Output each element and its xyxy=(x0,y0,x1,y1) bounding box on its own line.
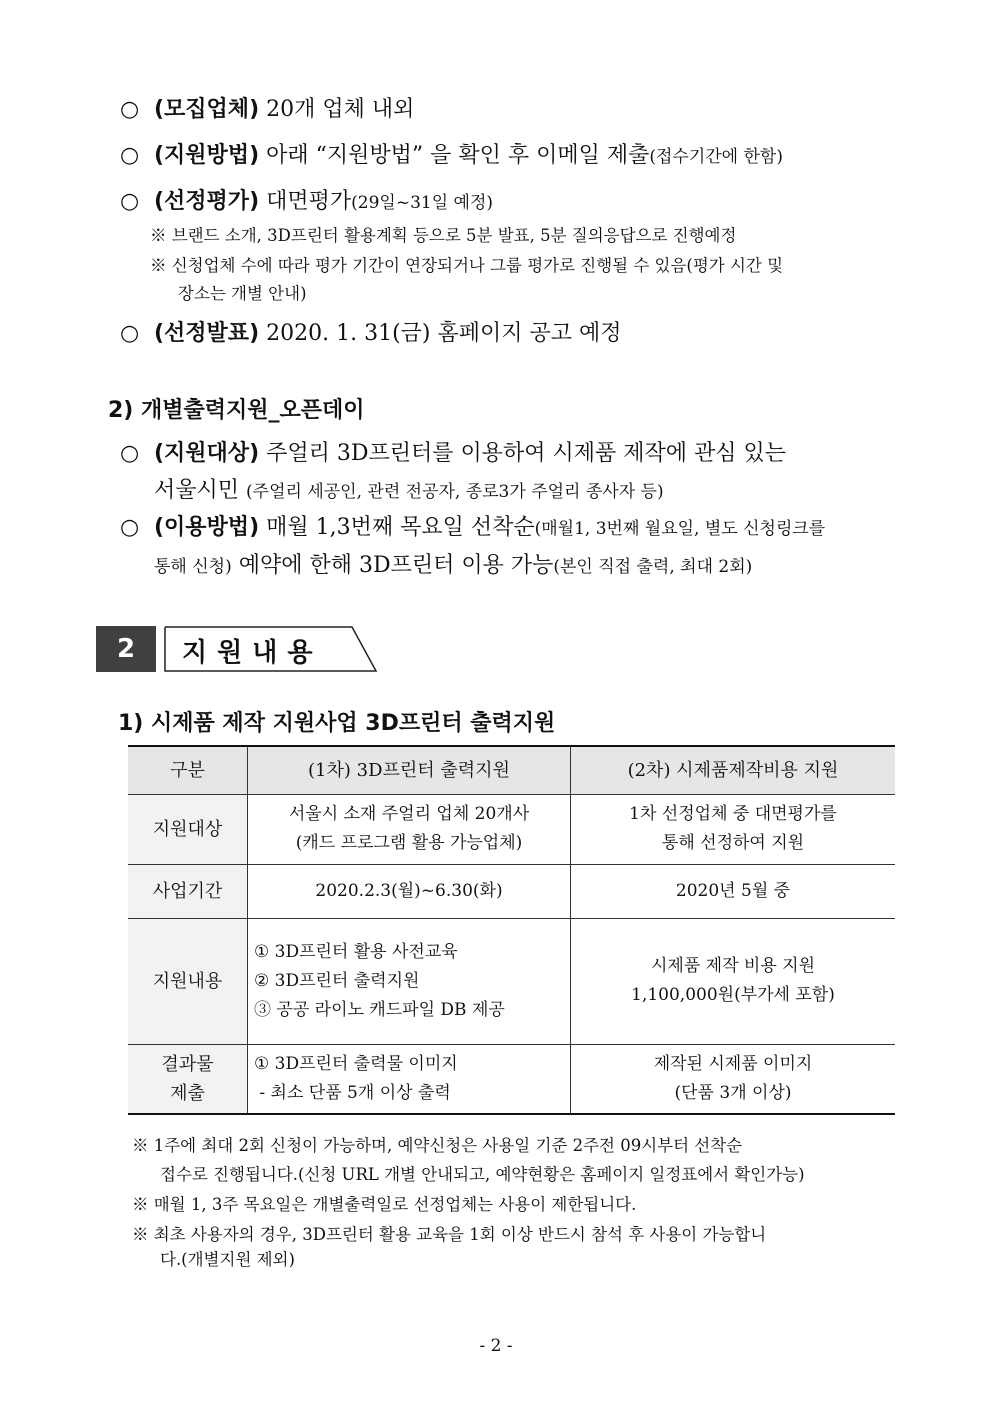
table-row xyxy=(128,1044,895,1114)
bullet-target-line2 xyxy=(154,473,664,504)
cell-line: ③ 공공 라이노 캐드파일 DB 제공 xyxy=(254,999,505,1020)
cell-line: 2020.2.3(월)~6.30(화) xyxy=(315,880,503,901)
note-line: ※ 매월 1, 3주 목요일은 개별출력일로 선정업체는 사용이 제한됩니다. xyxy=(132,1195,637,1214)
table-cell xyxy=(248,918,571,1044)
bullet-mark: ○ xyxy=(120,189,140,214)
table-cell xyxy=(571,1044,896,1114)
table-header-cell: 구분 xyxy=(128,746,248,794)
section-number: 2 xyxy=(96,626,156,672)
page-number: - 2 - xyxy=(479,1336,513,1356)
bullet-recruit xyxy=(120,92,414,123)
bullet-announce xyxy=(120,316,622,347)
bullet-label: (지원대상) xyxy=(154,441,260,466)
bullet-small: (29일~31일 예정) xyxy=(351,193,494,213)
cell-line: 시제품 제작 비용 지원 xyxy=(650,956,815,976)
bullet-small: (주얼리 세공인, 관련 전공자, 종로3가 주얼리 종사자 등) xyxy=(246,482,664,502)
cell-line: ① 3D프린터 출력물 이미지 xyxy=(254,1053,458,1074)
bullet-label: (모집업체) xyxy=(154,97,260,122)
table-cell xyxy=(571,794,896,864)
bullet-usage-line2 xyxy=(154,548,752,579)
bullet-small: (매월1, 3번째 월요일, 별도 신청링크를 xyxy=(534,519,826,539)
bullet-text: 예약에 한해 3D프린터 이용 가능 xyxy=(231,553,554,578)
table-row xyxy=(128,918,895,1044)
cell-line: - 최소 단품 5개 이상 출력 xyxy=(254,1082,451,1103)
note-line: 다.(개별지원 제외) xyxy=(160,1250,295,1269)
bullet-text: 대면평가 xyxy=(259,189,352,214)
bullet-small: (본인 직접 출력, 최대 2회) xyxy=(553,557,753,577)
bullet-mark: ○ xyxy=(120,97,140,122)
note-line: ※ 최초 사용자의 경우, 3D프린터 활용 교육을 1회 이상 반드시 참석 후 사용이 가능합니 xyxy=(132,1225,767,1244)
row-label: 지원내용 xyxy=(128,918,248,1044)
row-label: 사업기간 xyxy=(128,864,248,918)
section-title: 지원내용 xyxy=(182,638,323,668)
table-cell xyxy=(248,864,571,918)
cell-line: ① 3D프린터 활용 사전교육 xyxy=(254,941,458,962)
note-line: ※ 브랜드 소개, 3D프린터 활용계획 등으로 5분 발표, 5분 질의응답으로 진행예정 xyxy=(150,226,737,245)
note-line: ※ 1주에 최대 2회 신청이 가능하며, 예약신청은 사용일 기준 2주전 09시부터 선착순 xyxy=(132,1136,743,1155)
bullet-mark: ○ xyxy=(120,515,140,540)
cell-line: 통해 선정하여 지원 xyxy=(661,833,805,853)
table-header-cell: (2차) 시제품제작비용 지원 xyxy=(571,746,896,794)
section-title-box xyxy=(164,626,378,672)
bullet-text: 서울시민 xyxy=(154,478,247,503)
bullet-mark: ○ xyxy=(120,321,140,346)
table-row xyxy=(128,794,895,864)
row-label-line: 제출 xyxy=(170,1082,205,1104)
cell-line: 제작된 시제품 이미지 xyxy=(653,1053,813,1074)
bullet-label: (선정발표) xyxy=(154,321,260,346)
subheading-openday: 2) 개별출력지원_오픈데이 xyxy=(108,398,365,423)
cell-line: ② 3D프린터 출력지원 xyxy=(254,970,420,991)
bullet-method xyxy=(120,138,783,169)
bullet-small: 통해 신청) xyxy=(154,557,232,577)
row-label: 지원대상 xyxy=(128,794,248,864)
bullet-label: (선정평가) xyxy=(154,189,260,214)
table-header-cell: (1차) 3D프린터 출력지원 xyxy=(248,746,571,794)
table-header-row xyxy=(128,746,895,794)
cell-line: (캐드 프로그램 활용 가능업체) xyxy=(295,833,523,853)
bullet-mark: ○ xyxy=(120,143,140,168)
bullet-usage xyxy=(120,510,825,541)
table-cell xyxy=(248,794,571,864)
bullet-evaluation xyxy=(120,184,493,215)
subheading-prototype: 1) 시제품 제작 지원사업 3D프린터 출력지원 xyxy=(118,711,556,736)
bullet-text: 주얼리 3D프린터를 이용하여 시제품 제작에 관심 있는 xyxy=(259,441,787,466)
bullet-target xyxy=(120,436,786,467)
note-line: ※ 신청업체 수에 따라 평가 기간이 연장되거나 그룹 평가로 진행될 수 있음(평가 시간 및 xyxy=(150,256,784,275)
bullet-mark: ○ xyxy=(120,441,140,466)
table-cell xyxy=(248,1044,571,1114)
bullet-text: 20개 업체 내외 xyxy=(259,97,415,122)
cell-line: 1,100,000원(부가세 포함) xyxy=(631,985,835,1005)
bullet-label: (이용방법) xyxy=(154,515,260,540)
row-label-line: 결과물 xyxy=(161,1053,214,1075)
note-line: 장소는 개별 안내) xyxy=(178,284,307,303)
table-cell xyxy=(571,864,896,918)
table-row xyxy=(128,864,895,918)
cell-line: 1차 선정업체 중 대면평가를 xyxy=(629,804,837,824)
row-label xyxy=(128,1044,248,1114)
note-line: 접수로 진행됩니다.(신청 URL 개별 안내되고, 예약현황은 홈페이지 일정표에서 확인가능) xyxy=(160,1165,805,1184)
bullet-label: (지원방법) xyxy=(154,143,260,168)
bullet-text: 아래 “지원방법” 을 확인 후 이메일 제출 xyxy=(259,143,650,168)
bullet-text: 2020. 1. 31(금) 홈페이지 공고 예정 xyxy=(259,321,622,346)
table-cell xyxy=(571,918,896,1044)
bullet-small: (접수기간에 한함) xyxy=(649,147,783,167)
cell-line: (단품 3개 이상) xyxy=(674,1082,792,1103)
bullet-text: 매월 1,3번째 목요일 선착순 xyxy=(259,515,535,540)
cell-line: 2020년 5월 중 xyxy=(675,880,791,901)
cell-line: 서울시 소재 주얼리 업체 20개사 xyxy=(288,804,530,824)
support-table xyxy=(128,745,895,1115)
